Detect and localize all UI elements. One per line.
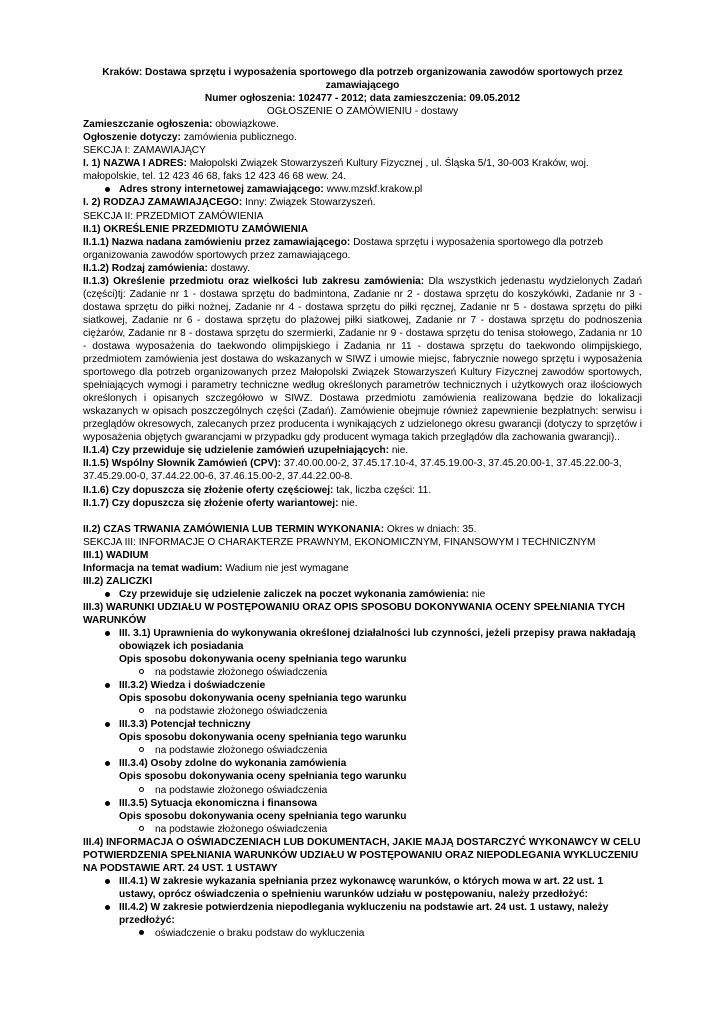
duration-value: Okres w dniach: 35.: [384, 523, 477, 535]
condition-sublist: [119, 784, 642, 797]
conditions-heading: III.3) WARUNKI UDZIAŁU W POSTĘPOWANIU ORAZ OPIS SPOSOBU DOKONYWANIA OCENY SPEŁNIANIA TYCH WARUNKÓW: [83, 601, 625, 626]
section-2-subheading: II.1) OKREŚLENIE PRZEDMIOTU ZAMÓWIENIA: [83, 223, 309, 235]
list-item: na podstawie złożonego oświadczenia: [155, 705, 642, 718]
advance-value: nie: [468, 588, 486, 600]
condition-item: [119, 718, 642, 757]
contract-scope-label: II.1.3) Określenie przedmiotu oraz wielkości lub zakresu zamówienia:: [83, 275, 425, 287]
variant-value: nie.: [338, 497, 358, 509]
contracting-authority-name: [83, 157, 642, 183]
wadium-value: Wadium nie jest wymagane: [222, 562, 349, 574]
condition-sublist: [119, 744, 642, 757]
section-1-heading: SEKCJA I: ZAMAWIAJĄCY: [83, 145, 206, 157]
advance-heading: III.2) ZALICZKI: [83, 575, 153, 587]
supplementary-value: nie.: [389, 445, 409, 457]
condition-item: [119, 797, 642, 836]
concerns-label: Ogłoszenie dotyczy:: [83, 132, 181, 144]
list-item: oświadczenie o braku podstaw do wykluczenia: [155, 927, 642, 940]
statement-item: [119, 875, 642, 901]
condition-method: Opis sposobu dokonywania oceny spełniania tego warunku: [119, 771, 407, 783]
mandatory-label: Zamieszczanie ogłoszenia:: [83, 119, 213, 131]
wadium-heading: III.1) WADIUM: [83, 549, 149, 561]
name-address-label: I. 1) NAZWA I ADRES:: [83, 158, 187, 170]
condition-title: III.3.5) Sytuacja ekonomiczna i finansowa: [119, 797, 318, 809]
authority-type: [83, 196, 642, 209]
condition-sublist: [119, 823, 642, 836]
condition-method: Opis sposobu dokonywania oceny spełniania tego warunku: [119, 732, 407, 744]
list-item: na podstawie złożonego oświadczenia: [155, 666, 642, 679]
statement-item: [119, 901, 642, 940]
contract-name: [83, 236, 642, 262]
wadium-label: Informacja na temat wadium:: [83, 562, 223, 574]
supplementary-label: II.1.4) Czy przewiduje się udzielenie zamówień uzupełniających:: [83, 445, 390, 457]
statement-text: III.4.1) W zakresie wykazania spełniania przez wykonawcę warunków, o których mowa w art. 22 ust. 1 ustawy, oprócz oświadczenia o spełnieniu warunków udziału w postępowaniu, należy przedłożyć:: [119, 875, 604, 900]
condition-title: III.3.4) Osoby zdolne do wykonania zamówienia: [119, 758, 347, 770]
contract-kind-value: dostawy.: [207, 262, 250, 274]
name-address-value: Małopolski Związek Stowarzyszeń Kultury Fizycznej , ul. Śląska 5/1, 30-003 Kraków, woj. małopolskie, tel. 12 423 46 68, faks 12 423 46 68 wew. 24.: [83, 158, 589, 183]
contract-kind: [83, 262, 642, 275]
condition-item: [119, 679, 642, 718]
cpv-label: II.1.5) Wspólny Słownik Zamówień (CPV):: [83, 458, 282, 470]
list-item: na podstawie złożonego oświadczenia: [155, 784, 642, 797]
website-value: www.mzskf.krakow.pl: [323, 184, 423, 196]
spacer: [83, 510, 642, 523]
document-title: Kraków: Dostawa sprzętu i wyposażenia sportowego dla potrzeb organizowania zawodów sportowych przez zamawiającego: [102, 67, 623, 92]
partial-value: tak, liczba części: 11.: [333, 484, 432, 496]
condition-sublist: [119, 705, 642, 718]
contract-name-value: Dostawa sprzętu i wyposażenia sportowego dla potrzeb organizowania zawodów sportowych przez zamawiającego.: [83, 236, 603, 261]
condition-method: Opis sposobu dokonywania oceny spełniania tego warunku: [119, 693, 407, 705]
mandatory-publication: [83, 118, 642, 131]
partial-offer: [83, 484, 642, 497]
statements-list: [83, 875, 642, 940]
list-item: [119, 183, 642, 196]
authority-type-value: Inny: Związek Stowarzyszeń.: [242, 197, 376, 209]
statements-heading: III.4) INFORMACJA O OŚWIADCZENIACH LUB DOKUMENTACH, JAKIE MAJĄ DOSTARCZYĆ WYKONAWCY W CELU POTWIERDZENIA SPEŁNIANIA WARUNKÓW UDZIAŁU W POSTĘPOWANIU ORAZ NIEPODLEGANIA WYKLUCZENIU NA PODSTAWIE ART. 24 UST. 1 USTAWY: [83, 836, 641, 874]
list-item: na podstawie złożonego oświadczenia: [155, 744, 642, 757]
concerns-value: zamówienia publicznego.: [180, 132, 297, 144]
condition-method: Opis sposobu dokonywania oceny spełniania tego warunku: [119, 654, 407, 666]
contract-duration: [83, 523, 642, 536]
condition-method: Opis sposobu dokonywania oceny spełniania tego warunku: [119, 810, 407, 822]
website-list: [83, 183, 642, 196]
wadium-info: [83, 562, 642, 575]
contract-scope-value: Dla wszystkich jedenastu wydzielonych Zadań (części)tj: Zadanie nr 1 - dostawa sprzętu do badmintona, Zadanie nr 2 - dostawa sprzętu do koszykówki, Zadanie nr 3 - dostawa sprzętu do piłki nożnej, Zadanie nr 4 - dostawa sprzętu do piłki ręcznej, Zadanie nr 5 - dostawa sprzętu do piłki siatkowej, Zadanie nr 6 - dostawa sprzętu do plażowej piłki siatkowej, Zadanie nr 7 - dostawa sprzętu do podnoszenia ciężarów, Zadanie nr 8 - dostawa sprzętu do szermierki, Zadanie nr 9 - dostawa sprzętu do tenisa stołowego, Zadania nr 10 - dostawa wyposażenia do taekwondo olimpijskiego i Zadania nr 11 - dostawa sprzętu do taekwondo olimpijskiego, przedmiotem zamówienia jest dostawa do wskazanych w SIWZ i umowie miejsc, fabrycznie nowego sprzętu i wyposażenia sportowego dla potrzeb organizowanych przez Małopolski Związek Stowarzyszeń Kultury Fizycznej zawodów sportowych, spełniających wymogi i parametry techniczne według określonych parametrów technicznych i użytkowych oraz ilościowych określonych i opisanych szczegółowo w SIWZ. Dostawa przedmiotu zamówienia realizowana będzie do lokalizacji wskazanych w opisach poszczególnych części (Zadań). Zamówienie obejmuje również zapewnienie bezpłatnych: serwisu i przeglądów okresowych, zalecanych przez producenta i wynikających z udzielonego okresu gwarancji (dotyczy to sprzętów i wyposażenia objętych gwarancjami w przypadku gdy producent wymaga takich przeglądów dla zachowania gwarancji)..: [83, 275, 643, 444]
section-2-heading: SEKCJA II: PRZEDMIOT ZAMÓWIENIA: [83, 210, 264, 222]
section-3-heading: SEKCJA III: INFORMACJE O CHARAKTERZE PRAWNYM, EKONOMICZNYM, FINANSOWYM I TECHNICZNYM: [83, 536, 596, 548]
condition-item: [119, 627, 642, 679]
advance-label: Czy przewiduje się udzielenie zaliczek na poczet wykonania zamówienia:: [119, 588, 469, 600]
authority-type-label: I. 2) RODZAJ ZAMAWIAJĄCEGO:: [83, 197, 243, 209]
statement-sublist: [119, 927, 642, 940]
list-item: [119, 588, 642, 601]
condition-sublist: [119, 666, 642, 679]
statement-text: III.4.2) W zakresie potwierdzenia niepodlegania wykluczeniu na podstawie art. 24 ust. 1 ustawy, należy przedłożyć:: [119, 901, 609, 926]
conditions-list: [83, 627, 642, 836]
duration-label: II.2) CZAS TRWANIA ZAMÓWIENIA LUB TERMIN WYKONANIA:: [83, 523, 385, 535]
cpv-codes: [83, 457, 642, 483]
variant-label: II.1.7) Czy dopuszcza się złożenie oferty wariantowej:: [83, 497, 339, 509]
announcement-number: Numer ogłoszenia: 102477 - 2012; data zamieszczenia: 09.05.2012: [204, 93, 521, 105]
contract-kind-label: II.1.2) Rodzaj zamówienia:: [83, 262, 208, 274]
condition-title: III.3.3) Potencjał techniczny: [119, 719, 251, 731]
notice-type: OGŁOSZENIE O ZAMÓWIENIU - dostawy: [266, 106, 459, 118]
cpv-value: 37.40.00.00-2, 37.45.17.10-4, 37.45.19.00-3, 37.45.20.00-1, 37.45.22.00-3, 37.45.29.00-0, 37.44.22.00-6, 37.46.15.00-2, 37.44.22.00-8.: [83, 458, 622, 483]
mandatory-value: obowiązkowe.: [212, 119, 279, 131]
condition-title: III.3.2) Wiedza i doświadczenie: [119, 680, 266, 692]
supplementary-orders: [83, 444, 642, 457]
list-item: na podstawie złożonego oświadczenia: [155, 823, 642, 836]
contract-scope: [83, 275, 642, 445]
variant-offer: [83, 497, 642, 510]
partial-label: II.1.6) Czy dopuszcza się złożenie oferty częściowej:: [83, 484, 334, 496]
website-label: Adres strony internetowej zamawiającego:: [119, 184, 324, 196]
advance-list: [83, 588, 642, 601]
notice-concerns: [83, 131, 642, 144]
condition-item: [119, 757, 642, 796]
contract-name-label: II.1.1) Nazwa nadana zamówieniu przez zamawiającego:: [83, 236, 351, 248]
condition-title: III. 3.1) Uprawnienia do wykonywania określonej działalności lub czynności, jeżeli przepisy prawa nakładają obowiązek ich posiadania: [119, 627, 636, 653]
